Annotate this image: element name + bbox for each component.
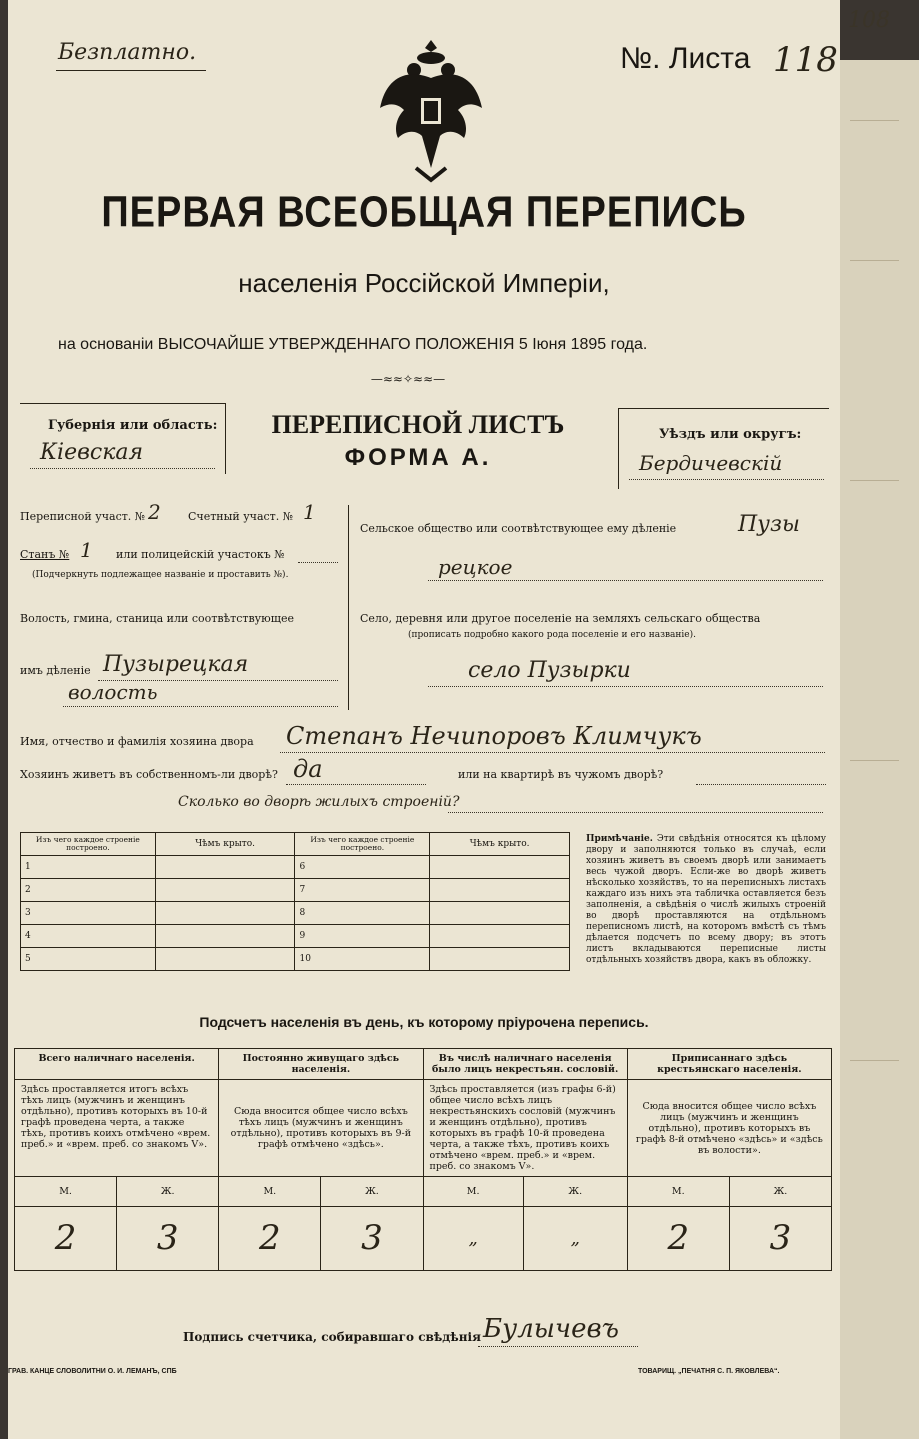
buildings-row-7: 7 <box>295 879 430 902</box>
pop-group-3-title: Въ числѣ наличнаго населенія было лицъ некрестьян. сословій. <box>423 1049 627 1080</box>
pop-group-4-title: Приписаннаго здѣсь крестьянскаго населенія. <box>627 1049 831 1080</box>
buildings-row-6: 6 <box>295 856 430 879</box>
buildings-row-9: 9 <box>295 925 430 948</box>
pop-group-2-zh-value: 3 <box>321 1207 423 1271</box>
pop-group-1-desc: Здѣсь проставляется итогъ всѣхъ тѣхъ лицъ (мужчинъ и женщинъ отдѣльно), противъ которыхъ въ 10-й графѣ проведена черта, а также тѣхъ, противъ коихъ отмѣчено «врем. преб.» и «врем. преб. со знакомъ V». <box>15 1080 219 1177</box>
pop-group-2-m-value: 2 <box>219 1207 321 1271</box>
buildings-row-8: 8 <box>295 902 430 925</box>
stan-value: 1 <box>80 538 93 562</box>
pop-group-2-zh-label: Ж. <box>321 1177 423 1207</box>
buildings-row-3: 3 <box>21 902 156 925</box>
buildings-row-10: 10 <box>295 948 430 971</box>
ornament-divider: —≈≈✧≈≈— <box>370 372 446 386</box>
imperial-eagle-emblem <box>376 38 486 188</box>
footer-left: ГРАВ. КАНЦЕ СЛОВОЛИТНИ О. И. ЛЕМАНЪ, СПБ <box>8 1368 177 1375</box>
buildings-row-4: 4 <box>21 925 156 948</box>
corner-number: 108 <box>848 8 890 33</box>
buildings-col3: Изъ чего каждое строеніе построено. <box>295 833 430 856</box>
volost-value-2: волость <box>68 680 158 704</box>
owner-name-value: Степанъ Нечипоровъ Климчукъ <box>286 722 702 750</box>
page-title: ПЕРВАЯ ВСЕОБЩАЯ ПЕРЕПИСЬ <box>101 188 747 238</box>
pop-group-2-m-label: М. <box>219 1177 321 1207</box>
page-subtitle: населенія Россійской Имперіи, <box>238 268 610 298</box>
footer-right: ТОВАРИЩ. „ПЕЧАТНЯ С. П. ЯКОВЛЕВА“. <box>638 1368 780 1375</box>
note-block <box>586 834 826 966</box>
gubernia-label: Губернія или область: <box>48 418 218 433</box>
pop-group-1-m-label: М. <box>15 1177 117 1207</box>
uezd-box <box>618 408 829 489</box>
volost-label: Волость, гмина, станица или соотвѣтствующее <box>20 612 294 625</box>
uezd-label: Уѣздъ или округъ: <box>659 427 802 442</box>
rent-label: или на квартирѣ въ чужомъ дворѣ? <box>458 768 664 781</box>
society-value-2: рецкое <box>438 555 513 579</box>
gubernia-value: Кіевская <box>40 440 144 465</box>
signature-value: Булычевъ <box>483 1314 619 1344</box>
gubernia-box <box>20 403 226 474</box>
basis-line: на основаніи ВЫСОЧАЙШЕ УТВЕРЖДЕННАГО ПОЛОЖЕНІЯ 5 Іюня 1895 года. <box>58 336 648 353</box>
pop-group-3-desc: Здѣсь проставляется (изъ графы 6-й) общее число всѣхъ лицъ некрестьянскихъ сословій (мужчинъ и женщинъ отдѣльно), противъ которыхъ въ графѣ 10-й проведена черта, а также тѣхъ, противъ коихъ отмѣчено «врем. преб.» и «врем. преб. со знакомъ V». <box>423 1080 627 1177</box>
pop-group-1-zh-label: Ж. <box>117 1177 219 1207</box>
pop-group-1-m-value: 2 <box>15 1207 117 1271</box>
pop-group-4-zh-value: 3 <box>729 1207 831 1271</box>
buildings-row-5: 5 <box>21 948 156 971</box>
own-yard-value: да <box>293 755 323 783</box>
census-sheet <box>8 0 890 1439</box>
pop-group-1-zh-value: 3 <box>117 1207 219 1271</box>
buildings-col2: Чѣмъ крыто. <box>155 833 295 856</box>
pop-group-4-desc: Сюда вносится общее число всѣхъ лицъ (мужчинъ и женщинъ отдѣльно), противъ которыхъ въ графѣ 8-й отмѣчено «здѣсь» и «здѣсь въ волости». <box>627 1080 831 1177</box>
society-value: Пузы <box>738 512 800 537</box>
perepisnoy-label: Переписной участ. № <box>20 510 146 523</box>
volost-value: Пузырецкая <box>103 652 249 677</box>
population-heading: Подсчетъ населенія въ день, къ которому пріурочена перепись. <box>199 1014 649 1030</box>
sheet-number-value: 118 <box>773 40 838 80</box>
free-label: Безплатно. <box>58 40 197 65</box>
pop-group-1-title: Всего наличнаго населенія. <box>15 1049 219 1080</box>
buildings-row-2: 2 <box>21 879 156 902</box>
buildings-table <box>20 832 570 971</box>
buildings-col4: Чѣмъ крыто. <box>430 833 570 856</box>
police-label: или полицейскій участокъ № <box>116 548 285 561</box>
pop-group-2-desc: Сюда вносится общее число всѣхъ тѣхъ лицъ (мужчинъ и женщинъ отдѣльно), противъ которыхъ въ 9-й графѣ отмѣчено «здѣсь». <box>219 1080 423 1177</box>
perepisnoy-value: 2 <box>148 500 161 524</box>
population-table <box>14 1048 832 1271</box>
village-value: село Пузырки <box>468 658 631 683</box>
volost-label-2: имъ дѣленіе <box>20 664 91 677</box>
society-label: Сельское общество или соотвѣтствующее ему дѣленіе <box>360 522 677 535</box>
note-text: Эти свѣдѣнія относятся къ цѣлому двору и заполняются только въ случаѣ, если хозяинъ живетъ въ своемъ дворѣ или занимаетъ весь чужой дворъ. Если-же во дворѣ живетъ нѣсколько хозяйствъ, то на переписныхъ листахъ каждаго изъ нихъ эта табличка оставляется безъ заполненія, а свѣдѣнія о числѣ жилыхъ строеній во дворѣ проставляются на отдѣльномъ переписномъ листѣ, на которомъ вмѣстѣ съ тѣмъ дѣлается подсчетъ по всему двору; въ этотъ листъ вкладываются переписные листы отдѣльныхъ хозяйствъ двора, какъ въ обложку. <box>586 834 826 965</box>
pop-group-3-zh-label: Ж. <box>523 1177 627 1207</box>
signature-label: Подпись счетчика, собиравшаго свѣдѣнія <box>183 1330 481 1344</box>
stan-label: Станъ № <box>20 548 70 561</box>
buildings-label: Сколько во дворѣ жилыхъ строеній? <box>178 794 460 810</box>
stan-note: (Подчеркнуть подлежащее названіе и проставить №). <box>32 570 289 580</box>
pop-group-4-m-value: 2 <box>627 1207 729 1271</box>
note-title: Примѣчаніе. <box>586 834 653 844</box>
uezd-value: Бердичевскій <box>639 451 783 475</box>
pop-group-2-title: Постоянно живущаго здѣсь населенія. <box>219 1049 423 1080</box>
form-subtitle: ФОРМА А. <box>344 444 492 471</box>
schetny-value: 1 <box>303 500 316 524</box>
owner-name-label: Имя, отчество и фамилія хозяина двора <box>20 735 254 748</box>
pop-group-4-m-label: М. <box>627 1177 729 1207</box>
village-label: Село, деревня или другое поселеніе на земляхъ сельскаго общества <box>360 612 761 625</box>
pop-group-3-m-value: „ <box>423 1207 523 1271</box>
pop-group-4-zh-label: Ж. <box>729 1177 831 1207</box>
buildings-col1: Изъ чего каждое строеніе построено. <box>21 833 156 856</box>
village-note: (прописать подробно какого рода поселеніе и его названіе). <box>408 630 696 640</box>
schetny-label: Счетный участ. № <box>188 510 294 523</box>
pop-group-3-zh-value: „ <box>523 1207 627 1271</box>
form-title: ПЕРЕПИСНОЙ ЛИСТЪ <box>271 410 565 439</box>
underlying-page-edge <box>840 60 919 1439</box>
sheet-number-label: №. Листа <box>620 42 751 75</box>
own-yard-label: Хозяинъ живетъ въ собственномъ-ли дворѣ? <box>20 768 278 781</box>
buildings-row-1: 1 <box>21 856 156 879</box>
pop-group-3-m-label: М. <box>423 1177 523 1207</box>
